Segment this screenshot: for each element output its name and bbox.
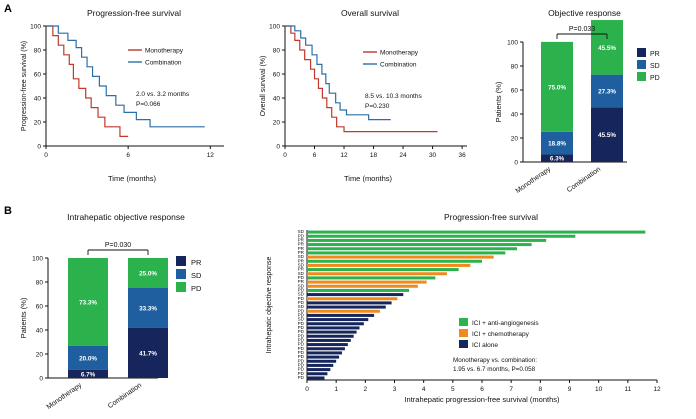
waterfall-bar	[307, 351, 342, 354]
svg-text:80: 80	[272, 47, 280, 55]
svg-text:80: 80	[35, 279, 43, 287]
waterfall-bar-label: SD	[297, 283, 304, 289]
legend-swatch-sd	[176, 269, 186, 279]
waterfall-bar-label: PD	[297, 341, 304, 347]
svg-text:20: 20	[510, 135, 518, 143]
svg-text:2: 2	[363, 386, 368, 393]
waterfall-bar-label: PD	[297, 354, 304, 360]
waterfall-bar-label: PD	[297, 299, 304, 305]
svg-text:30: 30	[428, 152, 437, 159]
bar-segment-label: 6.3%	[549, 155, 565, 163]
chart-pfs-waterfall	[247, 212, 695, 417]
waterfall-bar	[307, 318, 368, 321]
waterfall-note-1: Monotherapy vs. combination:	[453, 357, 538, 364]
waterfall-bar	[307, 368, 330, 371]
bar-category-label: Monotherapy	[514, 165, 553, 196]
waterfall-bar-label: PR	[297, 266, 304, 272]
chart-os-km	[245, 8, 477, 183]
svg-text:Progression-free survival (%): Progression-free survival (%)	[21, 40, 28, 132]
pfs-waterfall-svg	[247, 222, 695, 417]
svg-text:20: 20	[272, 119, 280, 127]
pvalue-label: P=0.030	[104, 242, 132, 249]
svg-text:0: 0	[39, 375, 43, 383]
objective-response-svg	[487, 18, 692, 196]
os-annotation-median: 8.5 vs. 10.3 months	[365, 93, 422, 100]
bar-segment-label: 41.7%	[139, 350, 157, 358]
svg-text:12: 12	[653, 386, 661, 393]
chart-intrahepatic-objective-response	[8, 212, 238, 417]
waterfall-bar-label: PD	[297, 233, 304, 239]
svg-text:4: 4	[421, 386, 426, 393]
legend-swatch-pd	[176, 282, 186, 292]
waterfall-bar-label: PD	[297, 358, 304, 364]
bar-segment-label: 45.5%	[598, 132, 616, 140]
waterfall-bar-label: PD	[297, 370, 304, 376]
svg-text:20: 20	[33, 119, 41, 127]
svg-text:9: 9	[567, 386, 572, 393]
waterfall-bar	[307, 322, 364, 325]
legend-swatch-pd	[637, 72, 646, 81]
waterfall-bar-label: PD	[297, 329, 304, 335]
pfs-km-svg	[8, 18, 236, 180]
waterfall-bar-label: PD	[297, 349, 304, 355]
svg-text:60: 60	[272, 71, 280, 79]
legend-label-monotherapy: Monotherapy	[145, 47, 183, 55]
waterfall-bar	[307, 335, 354, 338]
waterfall-bar	[307, 235, 575, 238]
pfs-annotation-median: 2.0 vs. 3.2 months	[136, 91, 190, 98]
legend-label-pr: PR	[650, 51, 660, 58]
waterfall-bar	[307, 331, 357, 334]
waterfall-bar	[307, 376, 325, 379]
svg-text:12: 12	[340, 152, 348, 159]
bar-category-label: Combination	[106, 381, 144, 411]
waterfall-bar-label: PR	[297, 279, 304, 285]
waterfall-bar	[307, 264, 470, 267]
bar-segment-label: 6.7%	[80, 371, 96, 379]
waterfall-bar-label: PR	[297, 249, 304, 255]
bar-segment-label: 27.3%	[598, 88, 616, 96]
svg-text:12: 12	[206, 152, 214, 159]
svg-text:3: 3	[392, 386, 397, 393]
chart-title-os: Overall survival	[340, 8, 400, 18]
waterfall-bar	[307, 364, 333, 367]
svg-text:36: 36	[458, 152, 466, 159]
svg-text:100: 100	[30, 23, 41, 31]
waterfall-bar-label: SD	[297, 316, 304, 322]
legend-label-sd: SD	[650, 63, 660, 70]
waterfall-bar	[307, 356, 339, 359]
pfs-xlabel: Time (months)	[107, 174, 157, 183]
waterfall-bar	[307, 285, 418, 288]
svg-text:0: 0	[44, 152, 48, 159]
svg-text:8: 8	[538, 386, 543, 393]
waterfall-bar-label: PD	[297, 333, 304, 339]
svg-text:0: 0	[283, 152, 287, 159]
legend-swatch-pr	[176, 256, 186, 266]
waterfall-bar	[307, 247, 517, 250]
svg-text:6: 6	[480, 386, 484, 393]
legend-label-monotherapy: Monotherapy	[380, 49, 418, 57]
os-xlabel: Time (months)	[343, 174, 393, 183]
waterfall-bar	[307, 260, 482, 263]
waterfall-bar-label: PR	[297, 258, 304, 264]
waterfall-bar	[307, 243, 532, 246]
bar-category-label: Monotherapy	[45, 381, 84, 412]
km-curve-monotherapy	[46, 26, 128, 136]
waterfall-bar	[307, 281, 427, 284]
waterfall-bar	[307, 310, 380, 313]
waterfall-bar-label: PR	[297, 241, 304, 247]
legend-label: ICI + chemotherapy	[472, 331, 529, 338]
km-curve-monotherapy	[285, 26, 437, 132]
waterfall-bar-label: SD	[297, 291, 304, 297]
panel-letter-a: A	[4, 3, 12, 15]
waterfall-bar-label: SD	[297, 254, 304, 260]
waterfall-bar	[307, 306, 386, 309]
svg-text:100: 100	[32, 255, 43, 263]
legend-swatch-pr	[637, 48, 646, 57]
svg-text:24: 24	[399, 152, 407, 159]
waterfall-bar	[307, 276, 435, 279]
svg-text:40: 40	[272, 95, 280, 103]
svg-text:80: 80	[33, 47, 41, 55]
waterfall-bar	[307, 231, 645, 234]
svg-text:0: 0	[276, 143, 280, 151]
chart-title-waterfall: Progression-free survival	[443, 212, 538, 222]
pvalue-label: P=0.033	[568, 26, 596, 33]
chart-title-or: Objective response	[548, 8, 621, 18]
waterfall-bar-label: PD	[297, 362, 304, 368]
legend-label-pd: PD	[191, 284, 202, 293]
legend-label: ICI alone	[472, 342, 499, 349]
bar-segment-label: 33.3%	[139, 305, 157, 313]
svg-text:60: 60	[35, 303, 43, 311]
waterfall-bar	[307, 297, 397, 300]
svg-text:10: 10	[595, 386, 603, 393]
svg-text:Patients (%): Patients (%)	[494, 81, 503, 123]
legend-label-pd: PD	[650, 75, 660, 82]
waterfall-bar	[307, 314, 374, 317]
waterfall-ylabel: Intrahepatic objective response	[266, 256, 273, 354]
svg-text:60: 60	[510, 87, 518, 95]
svg-text:40: 40	[35, 327, 43, 335]
svg-text:0: 0	[514, 159, 518, 167]
legend-swatch	[459, 329, 468, 337]
svg-text:100: 100	[269, 23, 280, 31]
legend-label: ICI + anti-angiogenesis	[472, 320, 539, 327]
waterfall-bar-label: PD	[297, 308, 304, 314]
bar-segment-label: 18.8%	[548, 140, 566, 148]
waterfall-bar-label: SD	[297, 229, 304, 235]
intrahepatic-or-svg	[8, 222, 238, 414]
waterfall-bar-label: PD	[297, 312, 304, 318]
bar-segment-label: 20.0%	[79, 355, 97, 363]
svg-text:11: 11	[624, 386, 632, 393]
chart-title-pfs: Progression-free survival	[86, 8, 181, 18]
waterfall-bar-label: PD	[297, 345, 304, 351]
chart-objective-response	[487, 8, 692, 198]
svg-text:80: 80	[510, 63, 518, 71]
svg-text:0: 0	[305, 386, 309, 393]
legend-label-combination: Combination	[145, 59, 182, 67]
waterfall-bar-label: SD	[297, 262, 304, 268]
waterfall-note-2: 1.95 vs. 6.7 months, P=0.058	[453, 366, 536, 373]
legend-swatch	[459, 318, 468, 326]
waterfall-bar-label: PD	[297, 324, 304, 330]
svg-text:18: 18	[369, 152, 378, 159]
waterfall-bar-label: PR	[297, 237, 304, 243]
svg-text:7: 7	[509, 386, 513, 393]
svg-text:1: 1	[334, 386, 338, 393]
svg-text:6: 6	[312, 152, 317, 159]
waterfall-bar	[307, 268, 459, 271]
legend-label-sd: SD	[191, 271, 202, 280]
svg-text:40: 40	[510, 111, 518, 119]
waterfall-bar	[307, 289, 409, 292]
waterfall-bar	[307, 343, 348, 346]
bar-segment-label: 75.0%	[548, 84, 566, 92]
waterfall-bar-label: PR	[297, 245, 304, 251]
waterfall-bar-label: PD	[297, 287, 304, 293]
legend-label-combination: Combination	[380, 61, 417, 69]
waterfall-bar-label: PD	[297, 274, 304, 280]
waterfall-bar	[307, 301, 392, 304]
svg-text:60: 60	[33, 71, 41, 79]
os-annotation-pvalue: P=0.230	[365, 103, 390, 110]
svg-text:0: 0	[37, 143, 41, 151]
waterfall-bar	[307, 272, 447, 275]
svg-text:20: 20	[35, 351, 43, 359]
legend-label-pr: PR	[191, 258, 202, 267]
waterfall-bar	[307, 347, 345, 350]
waterfall-bar-label: SD	[297, 304, 304, 310]
legend-swatch	[459, 340, 468, 348]
waterfall-bar	[307, 251, 505, 254]
svg-text:6: 6	[126, 152, 130, 159]
waterfall-bar	[307, 256, 494, 259]
km-curve-combination	[46, 26, 205, 127]
bar-segment-label: 45.5%	[598, 44, 616, 52]
waterfall-bar	[307, 293, 403, 296]
waterfall-bar-label: PD	[297, 295, 304, 301]
waterfall-bar	[307, 372, 327, 375]
waterfall-bar	[307, 339, 351, 342]
waterfall-xlabel: Intrahepatic progression-free survival (months)	[404, 395, 560, 404]
waterfall-bar-label: PD	[297, 366, 304, 372]
os-km-svg	[245, 18, 477, 180]
pfs-annotation-pvalue: P=0.066	[136, 101, 161, 108]
waterfall-bar	[307, 326, 360, 329]
svg-text:100: 100	[507, 39, 518, 47]
chart-pfs-km	[8, 8, 236, 183]
bar-category-label: Combination	[565, 165, 603, 195]
waterfall-bar-label: PD	[297, 374, 304, 380]
bar-segment-label: 25.0%	[139, 270, 157, 278]
panel-letter-b: B	[4, 205, 12, 217]
legend-swatch-sd	[637, 60, 646, 69]
chart-title-ior: Intrahepatic objective response	[67, 212, 185, 222]
waterfall-bar-label: PD	[297, 337, 304, 343]
svg-text:40: 40	[33, 95, 41, 103]
waterfall-bar	[307, 239, 546, 242]
waterfall-bar-label: PD	[297, 320, 304, 326]
bar-segment-label: 73.3%	[79, 299, 97, 307]
waterfall-bar-label: SD	[297, 270, 304, 276]
waterfall-bar	[307, 360, 336, 363]
svg-text:Overall survival (%): Overall survival (%)	[260, 55, 267, 117]
svg-text:5: 5	[451, 386, 455, 393]
svg-text:Patients (%): Patients (%)	[19, 297, 28, 339]
